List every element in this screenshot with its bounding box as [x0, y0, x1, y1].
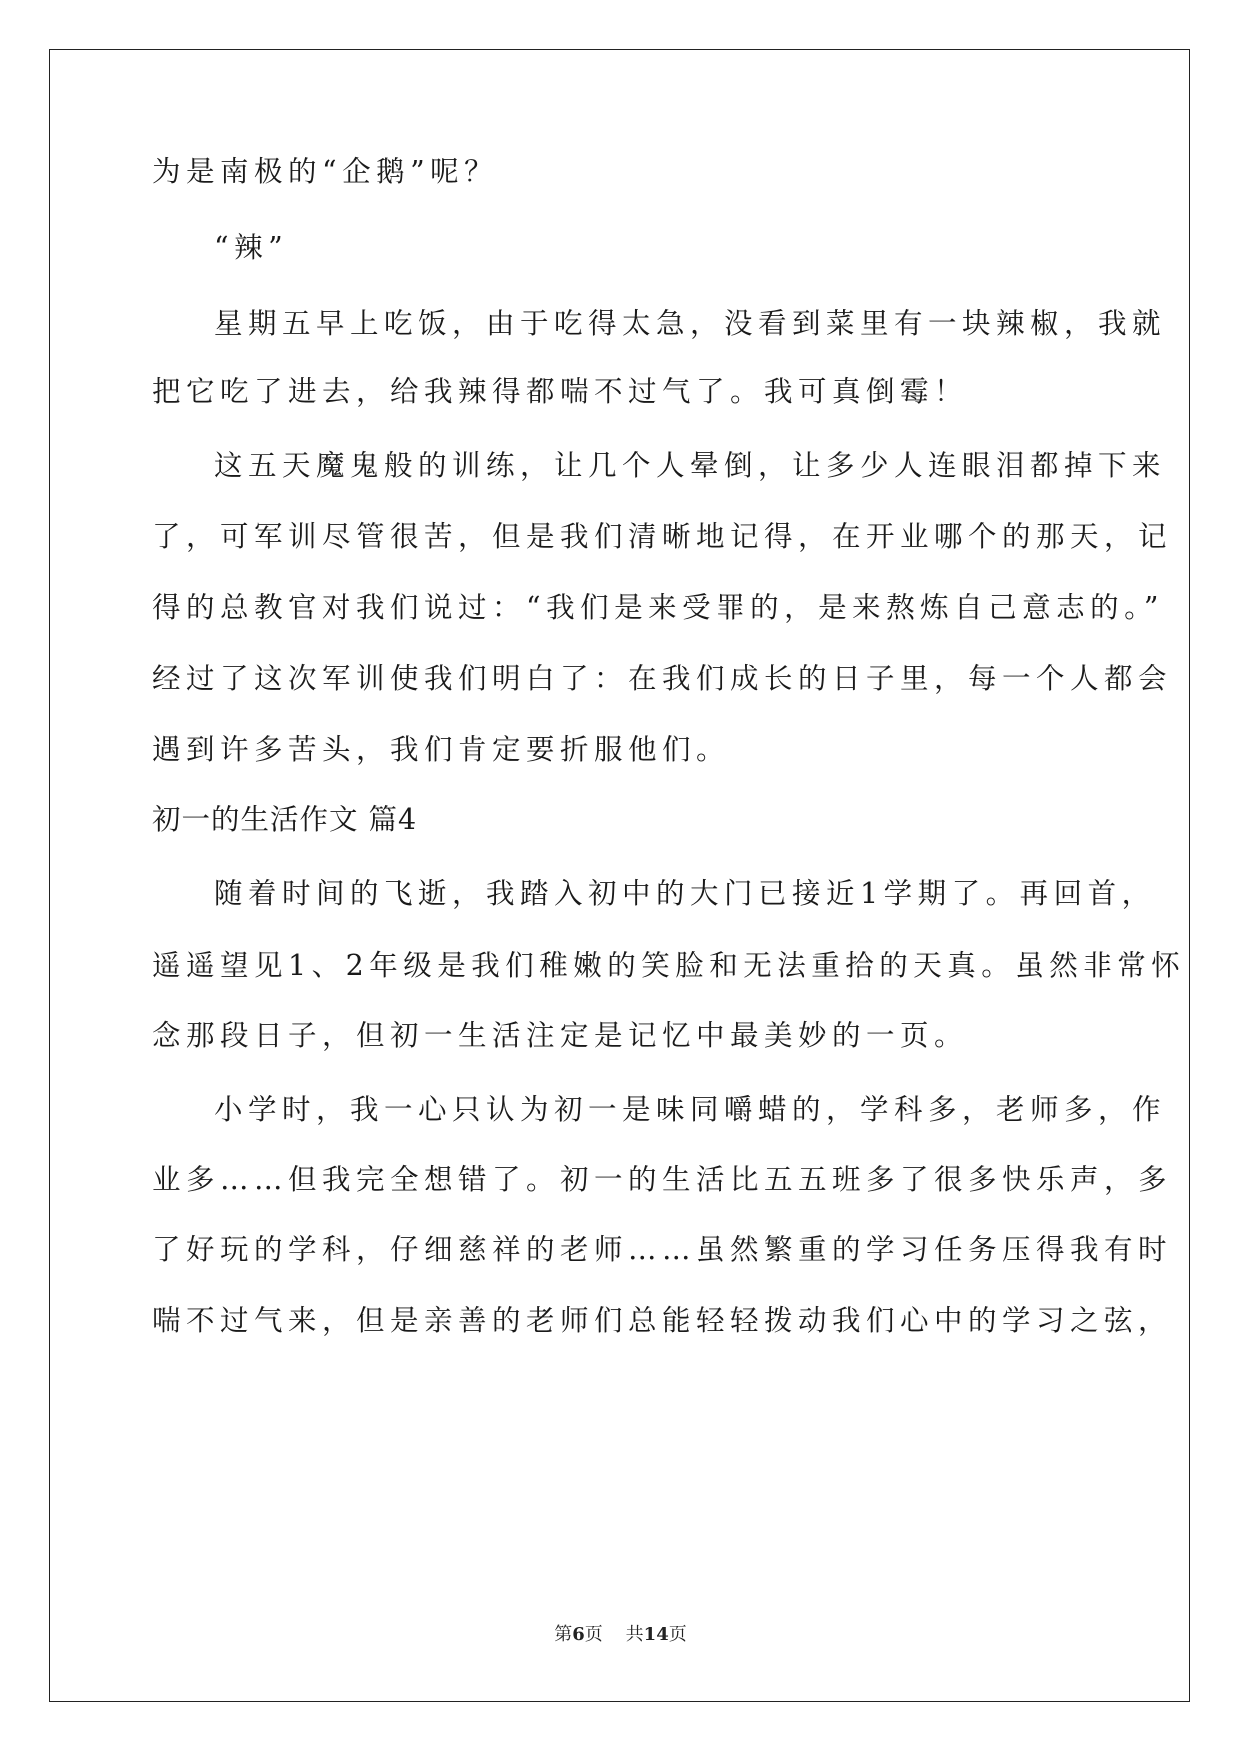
text-line: 念那段日子，但初一生活注定是记忆中最美妙的一页。 [152, 1019, 969, 1052]
text-line: 经过了这次军训使我们明白了：在我们成长的日子里，每一个人都会 [152, 662, 1173, 695]
text-line: 随着时间的飞逝，我踏入初中的大门已接近1学期了。再回首， [214, 877, 1156, 910]
text-line: 得的总教官对我们说过：“我们是来受罪的，是来熬炼自己意志的。” [152, 591, 1164, 624]
footer-prefix: 第 [554, 1624, 573, 1645]
text-line: 为是南极的“企鹅”呢？ [152, 155, 499, 188]
text-line: 了，可军训尽管很苦，但是我们清晰地记得，在开业哪个的那天，记 [152, 520, 1173, 553]
text-line: “辣” [214, 231, 289, 264]
page-number: 6 [572, 1624, 585, 1645]
text-line: 喘不过气来，但是亲善的老师们总能轻轻拨动我们心中的学习之弦， [152, 1304, 1173, 1337]
text-line: 星期五早上吃饭，由于吃得太急，没看到菜里有一块辣椒，我就 [214, 307, 1167, 340]
text-line: 遥遥望见1、2年级是我们稚嫩的笑脸和无法重拾的天真。虽然非常怀 [152, 949, 1186, 982]
text-line: 这五天魔鬼般的训练，让几个人晕倒，让多少人连眼泪都掉下来 [214, 449, 1167, 482]
text-line: 了好玩的学科，仔细慈祥的老师……虽然繁重的学习任务压得我有时 [152, 1233, 1173, 1266]
text-line: 小学时，我一心只认为初一是味同嚼蜡的，学科多，老师多，作 [214, 1093, 1167, 1126]
text-line: 把它吃了进去，给我辣得都喘不过气了。我可真倒霉！ [152, 375, 969, 408]
footer-total-suffix: 页 [668, 1624, 687, 1645]
text-line: 业多……但我完全想错了。初一的生活比五五班多了很多快乐声，多 [152, 1163, 1173, 1196]
footer-page-suffix: 页 [584, 1624, 603, 1645]
page-footer [0, 1623, 1241, 1647]
footer-total-prefix: 共 [625, 1624, 644, 1645]
section-heading: 初一的生活作文 篇4 [152, 803, 418, 836]
text-line: 遇到许多苦头，我们肯定要折服他们。 [152, 733, 731, 766]
total-pages: 14 [643, 1624, 669, 1645]
